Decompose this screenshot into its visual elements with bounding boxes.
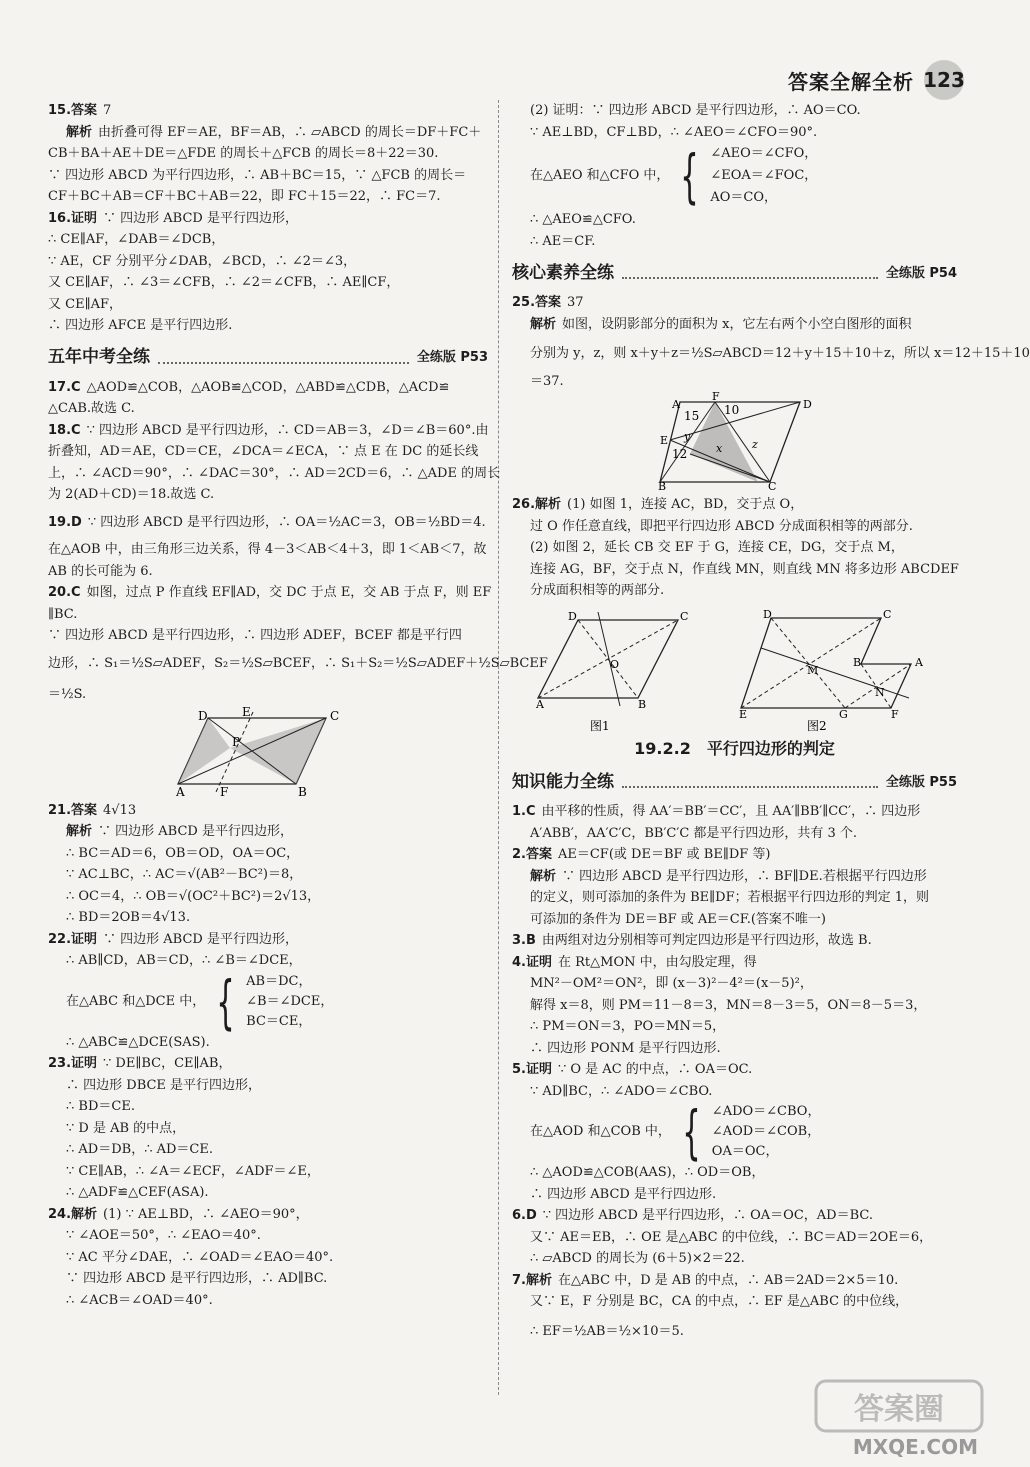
answer-1: 1.C 由平移的性质，得 AA′＝BB′＝CC′，且 AA′∥BB′∥CC′，∴ 四边形 [512, 804, 921, 819]
label-B: B [657, 480, 666, 493]
answer-15-analysis: 解析 由折叠可得 EF＝AE，BF＝AB，∴ ▱ABCD 的周长＝DF＋FC＋ [66, 124, 482, 140]
figure-1-caption: 图1 [590, 718, 610, 733]
label-12: 12 [671, 447, 687, 461]
text-line: ∴ BC＝AD＝6，OB＝OD，OA＝OC， [66, 845, 300, 861]
answer-6: 6.D ∵ 四边形 ABCD 是平行四边形，∴ OA＝OC，AD＝BC. [512, 1208, 874, 1223]
text-line: 分成面积相等的两部分. [530, 583, 665, 598]
label-P: P [232, 734, 241, 749]
answer-17: 17.C △AOD≌△COB，△AOB≌△COD，△ABD≌△CDB，△ACD≌ [48, 379, 450, 395]
equation-system-24: 在△AEO 和△CFO 中， { ∠AEO＝∠CFO， ∠EOA＝∠FOC， AO＝CO， [530, 142, 818, 210]
text-line: ∵ 四边形 ABCD 是平行四边形，∴ 四边形 ADEF，BCEF 都是平行四 [48, 628, 462, 643]
figure-2-caption: 图2 [806, 718, 827, 733]
text-line: ∴ OC＝4，∴ OB＝√(OC²＋BC²)＝2√13， [66, 888, 321, 904]
text-line: 又∵ E，F 分别是 BC，CA 的中点，∴ EF 是△ABC 的中位线， [530, 1294, 909, 1309]
label-D: D [802, 398, 812, 411]
answer-21-analysis: 解析 ∵ 四边形 ABCD 是平行四边形， [66, 824, 293, 839]
text-line: 又∵ AE＝EB，∴ OE 是△ABC 的中位线，∴ BC＝AD＝2OE＝6， [530, 1229, 933, 1245]
text-line: ∵ AC 平分∠DAE，∴ ∠OAD＝∠EAO＝40°. [66, 1249, 334, 1265]
answer-19: 19.D ∵ 四边形 ABCD 是平行四边形，∴ OA＝½AC＝3，OB＝½BD＝4. [48, 514, 486, 530]
text-line: (2) 如图 2，延长 CB 交 EF 于 G，连接 CE，DG，交于点 M， [530, 540, 904, 555]
figure-25-parallelogram [657, 390, 812, 493]
text-line: ∴ 四边形 AFCE 是平行四边形. [48, 318, 233, 333]
text-line: 又 CE∥AF， [48, 296, 122, 312]
text-line: ＝½S. [48, 687, 87, 702]
label-15: 15 [683, 409, 699, 423]
svg-text:B: B [638, 697, 647, 711]
text-line: 解得 x＝8，则 PM＝11－8＝3，MN＝8－3＝5，ON＝8－5＝3， [530, 997, 927, 1013]
answer-5: 5.证明 ∵ O 是 AC 的中点，∴ OA＝OC. [512, 1062, 753, 1077]
svg-text:G: G [838, 707, 848, 721]
text-line: ∴ ∠ACB＝∠OAD＝40°. [66, 1292, 213, 1308]
text-line: ∵ 四边形 ABCD 为平行四边形，∴ AB＋BC＝15，∵ △FCB 的周长＝ [48, 167, 467, 183]
text-line: ∵ AC⊥BC，∴ AC＝√(AB²－BC²)＝8， [66, 867, 303, 882]
text-line: ∴ AD＝DB，∴ AD＝CE. [66, 1142, 213, 1157]
text-line: ∴ AE＝CF. [530, 233, 596, 249]
text-line: ∴ 四边形 DBCE 是平行四边形， [66, 1077, 262, 1093]
page-header [788, 58, 964, 102]
answer-22: 22.证明 ∵ 四边形 ABCD 是平行四边形， [48, 931, 298, 947]
text-line: ∴ △ABC≌△DCE(SAS). [66, 1034, 210, 1050]
right-column [512, 100, 1030, 1342]
svg-text:B: B [852, 655, 861, 669]
answer-2: 2.答案 AE＝CF(或 DE＝BF 或 BE∥DF 等) [512, 847, 771, 862]
text-line: △CAB.故选 C. [48, 401, 135, 416]
text-line: ∵ AE⊥BD，CF⊥BD，∴ ∠AEO＝∠CFO＝90°. [530, 124, 818, 140]
equation-system-22: 在△ABC 和△DCE 中， { AB＝DC， ∠B＝∠DCE， BC＝CE， [66, 967, 334, 1036]
text-line: (2) 证明：∵ 四边形 ABCD 是平行四边形，∴ AO＝CO. [530, 103, 861, 118]
answer-15: 15.答案 7 [48, 103, 112, 118]
text-line: ∴ 四边形 ABCD 是平行四边形. [530, 1186, 717, 1202]
text-line: ∵ AE，CF 分别平分∠DAB，∠BCD，∴ ∠2＝∠3， [48, 253, 357, 269]
page-number: 123 [924, 60, 964, 100]
text-line: ∴ AB∥CD，AB＝CD，∴ ∠B＝∠DCE， [66, 953, 302, 968]
text-line: A′ABB′，AA′C′C，BB′C′C 都是平行四边形，共有 3 个. [530, 825, 858, 841]
equation-system-5: 在△AOD 和△COB 中， { ∠ADO＝∠CBO， ∠AOD＝∠COB， OA＝OC， [530, 1098, 821, 1166]
text-line: ＝37. [530, 373, 564, 389]
column-divider [498, 100, 499, 1395]
figure-26-1 [538, 610, 688, 734]
answer-2-analysis: 解析 ∵ 四边形 ABCD 是平行四边形，∴ BF∥DE.若根据平行四边形 [530, 868, 927, 884]
answer-25: 25.答案 37 [512, 295, 584, 310]
figure-26-2 [738, 607, 931, 734]
answer-7: 7.解析 在△ABC 中，D 是 AB 的中点，∴ AB＝2AD＝2×5＝10. [512, 1272, 899, 1288]
text-line: ∴ △ADF≌△CEF(ASA). [66, 1185, 209, 1200]
text-line: ∴ 四边形 PONM 是平行四边形. [530, 1040, 721, 1056]
text-line: ∥BC. [48, 606, 78, 622]
label-C: C [330, 708, 340, 723]
text-line: ∵ ∠AOE＝50°，∴ ∠EAO＝40°. [66, 1228, 261, 1243]
answer-20: 20.C 如图，过点 P 作直线 EF∥AD，交 DC 于点 E，交 AB 于点 F，则 EF [48, 585, 492, 600]
section-header-core-literacy: 核心素养全练 全练版 P54 [512, 262, 957, 283]
svg-text:E: E [738, 707, 747, 721]
label-D: D [198, 708, 208, 723]
text-line: ∵ 四边形 ABCD 是平行四边形，∴ AD∥BC. [66, 1271, 328, 1286]
section-header-knowledge: 知识能力全练 全练版 P55 [512, 771, 957, 792]
svg-text:C: C [680, 609, 689, 623]
label-F: F [220, 784, 229, 799]
svg-text:D: D [568, 609, 578, 623]
text-line: ∴ △AOD≌△COB(AAS)，∴ OD＝OB， [530, 1165, 765, 1180]
subsection-title: 19.2.2 平行四边形的判定 [634, 738, 835, 758]
answer-24: 24.解析 (1) ∵ AE⊥BD，∴ ∠AEO＝90°， [48, 1206, 309, 1222]
svg-text:D: D [762, 607, 772, 621]
label-F: F [711, 390, 720, 403]
text-line: 在△AOB 中，由三角形三边关系，得 4－3＜AB＜4＋3，即 1＜AB＜7，故 [48, 542, 487, 557]
label-E: E [242, 704, 251, 719]
text-line: ∴ BD＝CE. [66, 1099, 135, 1114]
figure-20-parallelogram [176, 704, 358, 799]
svg-text:M: M [806, 663, 819, 677]
text-line: CF＋BC＋AB＝CF＋BC＋AB＝22，即 FC＋15＝22，∴ FC＝7. [48, 189, 441, 204]
text-line: 可添加的条件为 DE＝BF 或 AE＝CF.(答案不唯一) [530, 911, 826, 927]
svg-text:O: O [610, 657, 620, 671]
label-10: 10 [723, 403, 739, 417]
text-line: 连接 AG，BF，交于点 N，作直线 MN，则直线 MN 将多边形 ABCDEF [530, 561, 959, 577]
svg-text:答案圈: 答案圈 [854, 1392, 944, 1427]
svg-text:A: A [536, 697, 545, 711]
text-line: ∴ △AEO≌△CFO. [530, 212, 636, 227]
label-z: z [751, 438, 758, 451]
text-line: ∴ ▱ABCD 的周长为 (6＋5)×2＝22. [530, 1251, 745, 1266]
label-A: A [671, 398, 680, 411]
text-line: 折叠知，AD＝AE，CD＝CE，∠DCA＝∠ECA，∵ 点 E 在 DC 的延长线 [48, 444, 479, 459]
text-line: 分别为 y，z，则 x＋y＋z＝½S▱ABCD＝12＋y＋15＋10＋z，所以 x＝12＋15＋10 [530, 346, 1030, 361]
text-line: ∵ CE∥AB，∴ ∠A＝∠ECF，∠ADF＝∠E， [66, 1163, 320, 1179]
svg-text:C: C [882, 607, 892, 621]
text-line: ∴ BD＝2OB＝4√13. [66, 910, 191, 925]
text-line: ∴ PM＝ON＝3，PO＝MN＝5， [530, 1019, 726, 1034]
label-B: B [298, 784, 307, 799]
label-E: E [659, 434, 668, 447]
text-line: CB＋BA＋AE＋DE＝△FDE 的周长＋△FCB 的周长＝8＋22＝30. [48, 146, 439, 161]
label-C: C [767, 480, 776, 493]
section-header-five-year: 五年中考全练 全练版 P53 [48, 347, 488, 367]
text-line: AB 的长可能为 6. [48, 563, 153, 579]
header-title: 答案全解全析 [788, 69, 914, 94]
svg-text:A: A [914, 655, 923, 669]
text-line: ∴ CE∥AF，∠DAB＝∠DCB， [48, 232, 225, 247]
answer-21: 21.答案 4√13 [48, 802, 137, 818]
text-line: 上，∴ ∠ACD＝90°，∴ ∠DAC＝30°，∴ AD＝2CD＝6，∴ △ADE 的周长 [48, 465, 501, 481]
text-line: 为 2(AD＋CD)＝18.故选 C. [48, 487, 215, 502]
text-line: 过 O 作任意直线，即把平行四边形 ABCD 分成面积相等的两部分. [530, 518, 913, 534]
svg-text:N: N [874, 685, 885, 699]
text-line: 边形，∴ S₁＝½S▱ADEF，S₂＝½S▱BCEF，∴ S₁＋S₂＝½S▱ADEF＋½S▱BCEF [48, 655, 548, 671]
answer-16: 16.证明 ∵ 四边形 ABCD 是平行四边形， [48, 210, 298, 226]
figures-26 [512, 607, 957, 734]
label-x: x [715, 442, 722, 455]
answer-26: 26.解析 (1) 如图 1，连接 AC，BD，交于点 O， [512, 497, 804, 512]
text-line: 又 CE∥AF，∴ ∠3＝∠CFB，∴ ∠2＝∠CFB，∴ AE∥CF， [48, 275, 400, 290]
svg-text:F: F [890, 707, 899, 721]
label-y: y [683, 430, 690, 443]
answer-23: 23.证明 ∵ DE∥BC，CE∥AB， [48, 1056, 232, 1071]
answer-25-analysis: 解析 如图，设阴影部分的面积为 x，它左右两个小空白图形的面积 [530, 316, 912, 332]
text-line: MN²－OM²＝ON²，即 (x－3)²－4²＝(x－5)²， [530, 976, 813, 991]
watermark-text: MXQE.COM [852, 1435, 978, 1459]
answer-18: 18.C ∵ 四边形 ABCD 是平行四边形，∴ CD＝AB＝3，∠D＝∠B＝60°.由 [48, 422, 489, 438]
text-line: ∵ D 是 AB 的中点， [66, 1120, 186, 1136]
answer-3: 3.B 由两组对边分别相等可判定四边形是平行四边形，故选 B. [512, 933, 872, 948]
text-line: ∵ AD∥BC，∴ ∠ADO＝∠CBO. [530, 1083, 713, 1099]
text-line: 的定义，则可添加的条件为 BE∥DF；若根据平行四边形的判定 1，则 [530, 890, 930, 905]
answer-4: 4.证明 在 Rt△MON 中，由勾股定理，得 [512, 954, 757, 970]
text-line: ∴ EF＝½AB＝½×10＝5. [530, 1323, 684, 1339]
label-A: A [176, 784, 185, 799]
